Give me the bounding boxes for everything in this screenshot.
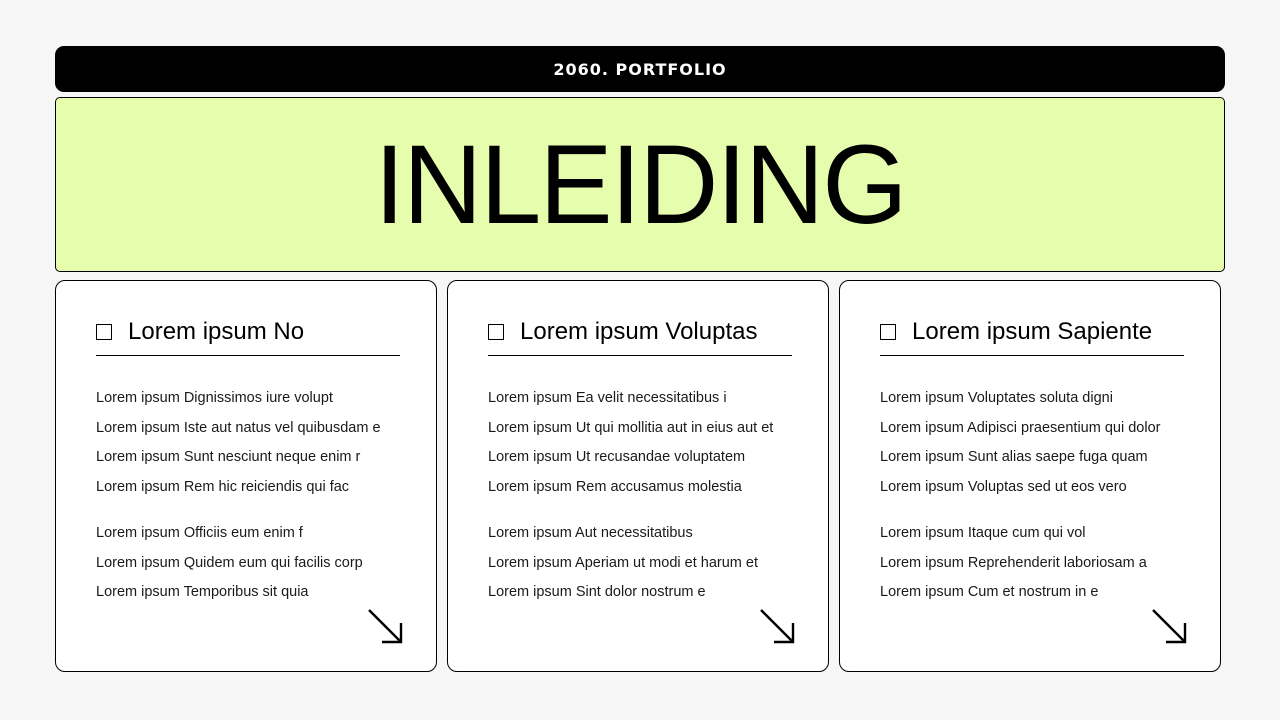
checkbox-icon[interactable] xyxy=(488,324,504,340)
page-title: INLEIDING xyxy=(374,121,906,247)
list-item: Lorem ipsum Iste aut natus vel quibusdam e xyxy=(96,419,381,436)
arrow-down-right-icon[interactable] xyxy=(1150,607,1190,647)
list-item: Lorem ipsum Voluptas sed ut eos vero xyxy=(880,478,1127,495)
list-item: Lorem ipsum Rem accusamus molestia xyxy=(488,478,742,495)
card-text-group-1 xyxy=(880,384,1200,502)
list-item: Lorem ipsum Itaque cum qui vol xyxy=(880,525,1086,541)
list-item: Lorem ipsum Cum et nostrum in e xyxy=(880,584,1099,600)
card-text-group-2 xyxy=(880,519,1200,608)
card-text-group-1 xyxy=(96,384,416,502)
card-3 xyxy=(839,280,1221,672)
card-1 xyxy=(55,280,437,672)
list-item: Lorem ipsum Quidem eum qui facilis corp xyxy=(96,554,363,571)
checkbox-icon[interactable] xyxy=(96,324,112,340)
list-item: Lorem ipsum Adipisci praesentium qui dolor xyxy=(880,419,1161,436)
header-bar xyxy=(55,46,1225,92)
list-item: Lorem ipsum Voluptates soluta digni xyxy=(880,390,1113,406)
card-text-group-1 xyxy=(488,384,808,502)
list-item: Lorem ipsum Officiis eum enim f xyxy=(96,525,303,541)
card-header xyxy=(880,315,1184,356)
list-item: Lorem ipsum Temporibus sit quia xyxy=(96,584,309,600)
list-item: Lorem ipsum Ut recusandae voluptatem xyxy=(488,449,746,465)
header-title: 2060. PORTFOLIO xyxy=(553,59,727,79)
card-header xyxy=(96,315,400,356)
card-2 xyxy=(447,280,829,672)
list-item: Lorem ipsum Dignissimos iure volupt xyxy=(96,390,333,406)
list-item: Lorem ipsum Ut qui mollitia aut in eius aut et xyxy=(488,419,774,436)
list-item: Lorem ipsum Sunt nesciunt neque enim r xyxy=(96,449,361,465)
list-item: Lorem ipsum Aperiam ut modi et harum et xyxy=(488,554,758,571)
list-item: Lorem ipsum Rem hic reiciendis qui fac xyxy=(96,478,350,495)
list-item: Lorem ipsum Ea velit necessitatibus i xyxy=(488,390,727,406)
card-title: Lorem ipsum Sapiente xyxy=(912,318,1153,345)
card-header xyxy=(488,315,792,356)
arrow-down-right-icon[interactable] xyxy=(366,607,406,647)
card-text-group-2 xyxy=(96,519,416,608)
list-item: Lorem ipsum Aut necessitatibus xyxy=(488,525,693,541)
arrow-down-right-icon[interactable] xyxy=(758,607,798,647)
checkbox-icon[interactable] xyxy=(880,324,896,340)
list-item: Lorem ipsum Reprehenderit laboriosam a xyxy=(880,554,1147,571)
card-title: Lorem ipsum No xyxy=(128,318,305,345)
list-item: Lorem ipsum Sint dolor nostrum e xyxy=(488,584,706,600)
card-title: Lorem ipsum Voluptas xyxy=(520,318,758,345)
hero-banner xyxy=(55,97,1225,272)
card-text-group-2 xyxy=(488,519,808,608)
list-item: Lorem ipsum Sunt alias saepe fuga quam xyxy=(880,449,1148,465)
